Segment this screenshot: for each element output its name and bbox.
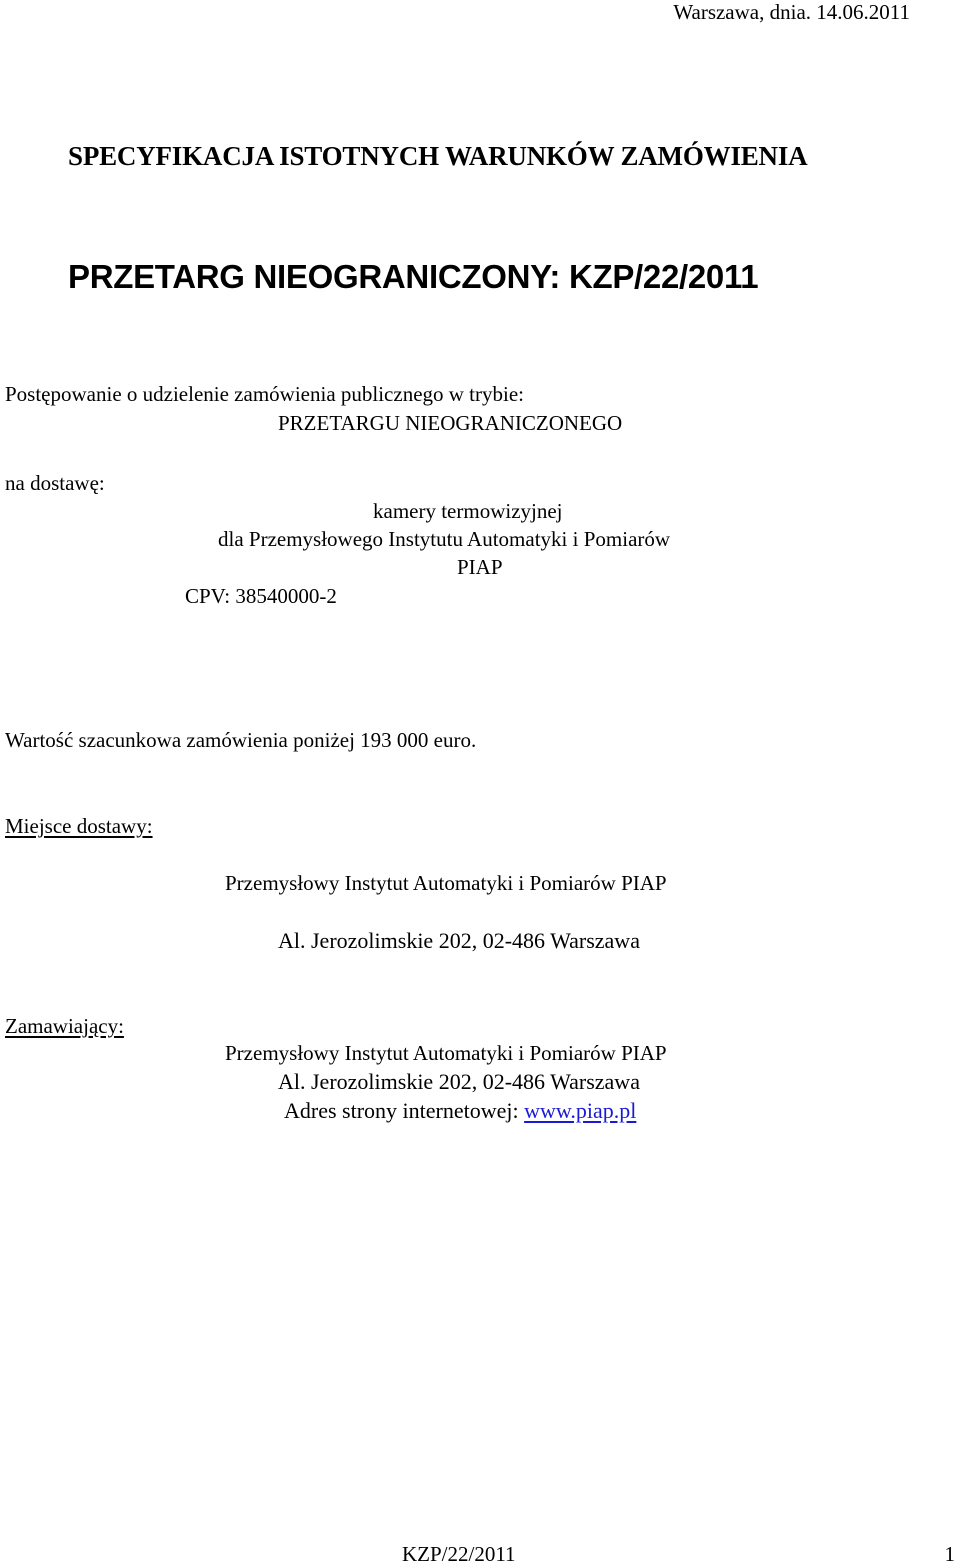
- ordering-party-label: Zamawiający:: [5, 1014, 124, 1038]
- place-address: Al. Jerozolimskie 202, 02-486 Warszawa: [278, 928, 640, 953]
- page-number: 1: [944, 1542, 955, 1566]
- delivery-for: dla Przemysłowego Instytutu Automatyki i Pomiarów: [218, 527, 671, 551]
- document-title: SPECYFIKACJA ISTOTNYCH WARUNKÓW ZAMÓWIENIA: [68, 141, 808, 171]
- ordering-party-name: Przemysłowy Instytut Automatyki i Pomiarów PIAP: [225, 1041, 667, 1065]
- footer-ref: KZP/22/2011: [402, 1542, 516, 1566]
- delivery-label: na dostawę:: [5, 471, 105, 495]
- place-label: Miejsce dostawy:: [5, 814, 153, 838]
- estimated-value: Wartość szacunkowa zamówienia poniżej 193 000 euro.: [5, 728, 477, 752]
- delivery-item: kamery termowizyjnej: [373, 499, 563, 523]
- place-name: Przemysłowy Instytut Automatyki i Pomiarów PIAP: [225, 871, 667, 895]
- website-line: [284, 1100, 636, 1122]
- tender-title: PRZETARG NIEOGRANICZONY: KZP/22/2011: [68, 258, 759, 295]
- cpv-code: CPV: 38540000-2: [185, 584, 337, 608]
- website-label: Adres strony internetowej:: [284, 1098, 519, 1123]
- delivery-abbr: PIAP: [457, 555, 503, 579]
- ordering-party-address: Al. Jerozolimskie 202, 02-486 Warszawa: [278, 1069, 640, 1094]
- procedure-intro: Postępowanie o udzielenie zamówienia publicznego w trybie:: [5, 382, 525, 406]
- document-date: Warszawa, dnia. 14.06.2011: [673, 0, 910, 24]
- procedure-mode: PRZETARGU NIEOGRANICZONEGO: [278, 411, 623, 435]
- website-link[interactable]: www.piap.pl: [524, 1098, 637, 1123]
